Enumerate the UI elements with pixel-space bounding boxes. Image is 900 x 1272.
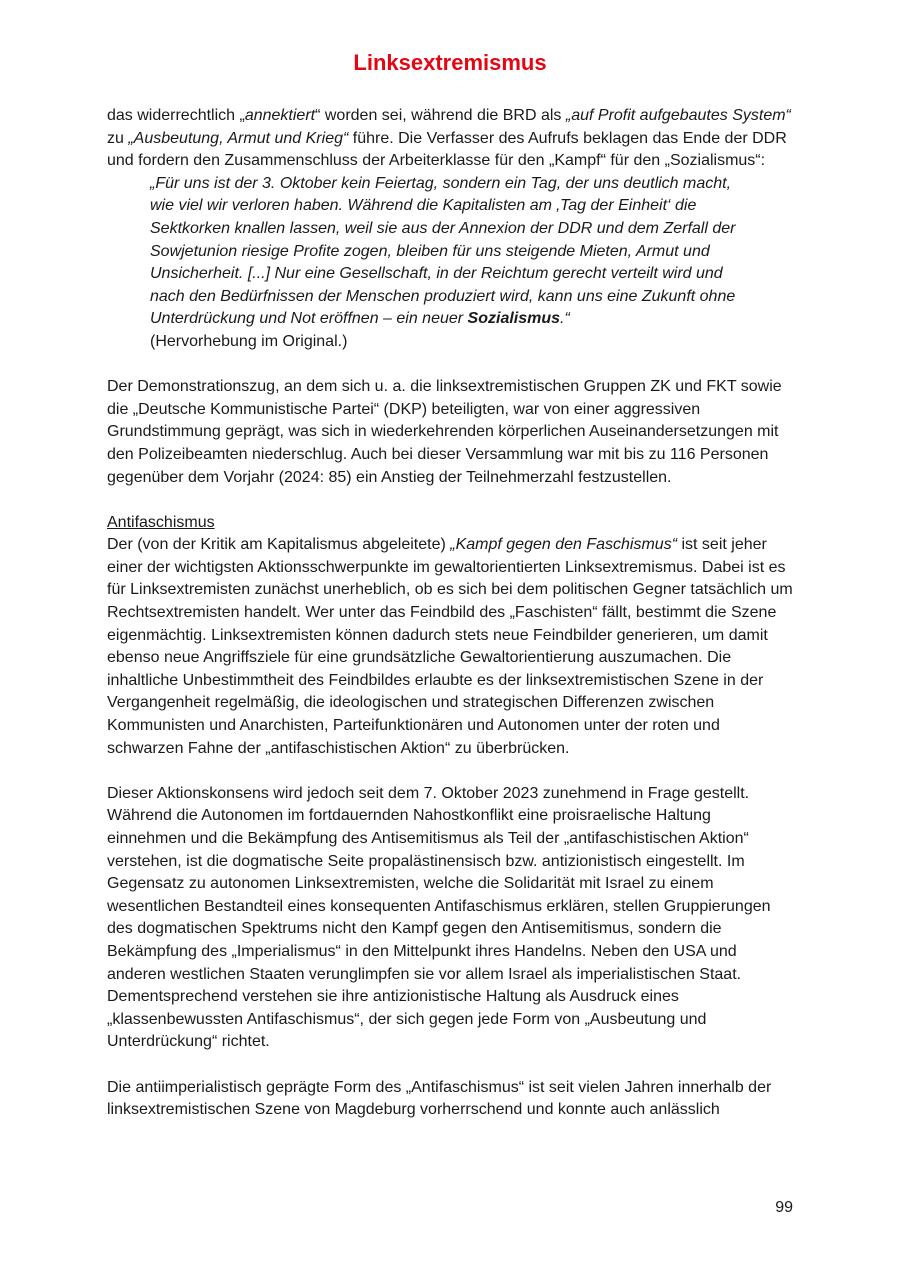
section-heading: Antifaschismus [107, 513, 215, 531]
text-run: “ worden sei, während die BRD als [315, 107, 566, 124]
body-text [107, 105, 793, 1122]
quote-note: (Hervorhebung im Original.) [150, 332, 348, 350]
italic-run: „Kampf gegen den Faschismus“ [450, 536, 678, 554]
italic-run: annektiert [244, 107, 316, 124]
paragraph-antifaschismus [107, 534, 793, 760]
text-run: ist seit jeher einer der wichtigsten Aktionsschwerpunkte im gewaltorientierten Linksextremismus. Dabei ist es für Linksextremisten zunächst unerheblich, ob es sich bei dem politischen Gegner tatsächlich um Rechtsextremisten handelt. Wer unter das Feindbild des „Faschisten“ fällt, bestimmt die Szene eigenmächtig. Linksextremisten können dadurch stets neue Feindbilder generieren, um damit ebenso neue Angriffsziele für eine grundsätzliche Gewaltorientierung auszumachen. Die inhaltliche Unbestimmtheit des Feindbildes erlaubte es der linksextremistischen Szene in der Vergangenheit regelmäßig, die ideologischen und strategischen Differenzen zwischen Kommunisten und Anarchisten, Parteifunktionären und Autonomen unter der roten und schwarzen Fahne der „antifaschistischen Aktion“ zu überbrücken. [107, 536, 793, 757]
quote-text [150, 175, 735, 328]
block-quote [150, 173, 750, 354]
text-run: Der (von der Kritik am Kapitalismus abgeleitete) [107, 536, 451, 554]
page-number: 99 [775, 1199, 793, 1216]
paragraph-aktionskonsens: Dieser Aktionskonsens wird jedoch seit dem 7. Oktober 2023 zunehmend in Frage gestellt. Während die Autonomen im fortdauernden Nahostkonflikt eine proisraelische Haltung einnehmen und die Bekämpfung des Antisemitismus als Teil der „antifaschistischen Aktion“ verstehen, ist die dogmatische Seite propalästinensisch bzw. antizionistisch eingestellt. Im Gegensatz zu autonomen Linksextremisten, welche die Solidarität mit Israel zu einem wesentlichen Bestandteil eines konsequenten Antifaschismus erklären, stellen Gruppierungen des dogmatischen Spektrums nicht den Kampf gegen den Antisemitismus, sondern die Bekämpfung des „Imperialismus“ in den Mittelpunkt ihres Handelns. Neben den USA und anderen westlichen Staaten verunglimpfen sie vor allem Israel als imperialistischen Staat. Dementsprechend verstehen sie ihre antizionistische Haltung als Ausdruck eines „klassenbewussten Antifaschismus“, der sich gegen jede Form von „Ausbeutung und Unterdrückung“ richtet. [107, 784, 771, 1051]
quote-end: .“ [560, 310, 570, 328]
italic-run: „auf Profit aufgebautes System“ [565, 107, 791, 124]
text-run: zu [107, 129, 129, 147]
text-run: das widerrechtlich „ [107, 107, 245, 124]
paragraph-demonstration: Der Demonstrationszug, an dem sich u. a. die linksextremistischen Gruppen ZK und FKT sowie die „Deutsche Kommunistische Partei“ (DKP) beteiligten, war von einer aggressiven Grundstimmung geprägt, was sich in wiederkehrenden körperlichen Auseinandersetzungen mit den Polizeibeamten niederschlug. Auch bei dieser Versammlung war mit bis zu 116 Personen gegenüber dem Vorjahr (2024: 85) ein Anstieg der Teilnehmerzahl festzustellen. [107, 378, 782, 486]
page-header-title: Linksextremismus [353, 50, 547, 75]
quote-bold-word: Sozialismus [467, 310, 561, 328]
paragraph-antiimperialistisch: Die antiimperialistisch geprägte Form des „Antifaschismus“ ist seit vielen Jahren innerhalb der linksextremistischen Szene von Magdeburg vorherrschend und konnte auch anlässlich [107, 1078, 772, 1119]
paragraph-intro [107, 105, 793, 173]
quote-body: „Für uns ist der 3. Oktober kein Feiertag, sondern ein Tag, der uns deutlich macht, wie viel wir verloren haben. Während die Kapitalisten am ‚Tag der Einheit‘ die Sektkorken knallen lassen, weil sie aus der Annexion der DDR und dem Zerfall der Sowjetunion riesige Profite zogen, bleiben für uns steigende Mieten, Armut und Unsicherheit. [...] Nur eine Gesellschaft, in der Reichtum gerecht verteilt wird und nach den Bedürfnissen der Menschen produziert wird, kann uns eine Zukunft ohne Unterdrückung und Not eröffnen – ein neuer [150, 174, 736, 328]
text-run: führe. Die Verfasser des Aufrufs beklagen das Ende der DDR und fordern den Zusammenschluss der Arbeiterklasse für den „Kampf“ für den „Sozialismus“: [107, 129, 787, 170]
italic-run: „Ausbeutung, Armut und Krieg“ [128, 129, 349, 147]
